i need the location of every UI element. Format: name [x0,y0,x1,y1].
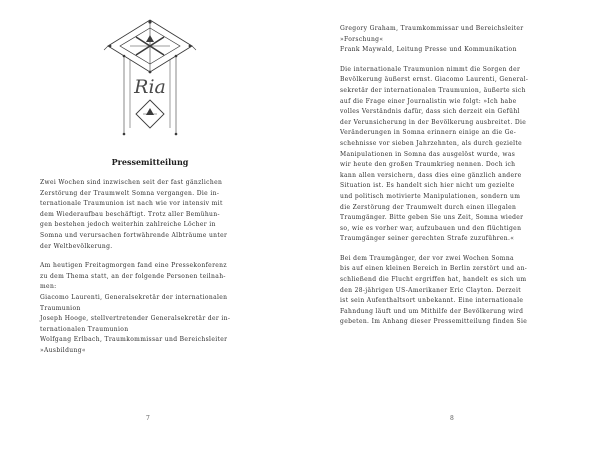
left-body-text [40,178,268,357]
text-line: der Verunsicherung in der Bevölkerung ausbreitet. Die [340,118,527,126]
participant-entry [340,45,564,56]
text-line: so, wie es vorher war, aufzubauen und den flüchtigen [340,224,522,232]
text-line: ternationalen Traumunion [40,325,129,333]
text-line: und politisch motivierte Manipulationen, sondern um [340,192,521,200]
text-line: Frank Maywald, Leitung Presse und Kommunikation [340,46,517,54]
text-line: Joseph Hooge, stellvertretender Generalsekretär der in- [40,315,231,323]
text-line: Zerstörung der Traumwelt Somna vergangen. Die in- [40,189,220,197]
fugitive-paragraph [340,254,564,328]
participant-entry [40,314,268,335]
text-line: schließend die Flucht ergriffen hat, handelt es sich um [340,276,527,284]
text-line: zu dem Thema statt, an der folgende Personen teilnah- [40,272,226,280]
page-number: 8 [450,415,454,422]
text-line: Fahndung läuft und um Mithilfe der Bevölkerung wird [340,307,524,315]
text-line: die Zerstörung der Traumwelt durch einen illegalen [340,203,517,211]
text-line: den 28-jährigen US-Amerikaner Eric Clayton. Derzeit [340,286,521,294]
page-heading: Pressemitteilung [111,157,189,167]
text-line: Veränderungen in Somna erinnern einige an die Ge- [340,129,517,137]
text-line: Manipulationen in Somna das ausgelöst wurde, was [340,150,516,158]
text-line: ternationale Traumunion ist nach wie vor intensiv mit [40,200,223,208]
text-line: »Forschung« [340,35,384,43]
participant-entry [40,335,268,356]
text-line: Bei dem Traumgänger, der vor zwei Wochen Somna [340,254,514,262]
text-line: bis auf einen kleinen Bereich in Berlin zerstört und an- [340,265,528,273]
text-line: Gregory Graham, Traumkommissar und Bereichsleiter [340,25,524,32]
text-line: Traumunion [40,304,81,312]
text-line: gen bestehen jedoch weiterhin zahlreiche Löcher in [40,221,216,229]
text-line: »Ausbildung« [40,346,86,354]
logo-text: Ria [134,76,166,98]
right-body-text [340,24,564,328]
text-line: sekretär der internationalen Traumunion, äußerte sich [340,86,526,94]
text-line: Somna und verursachen fortwährende Albträume unter [40,231,228,239]
participant-entry [40,293,268,314]
text-line: Giacomo Laurenti, Generalsekretär der internationalen [40,293,228,301]
text-line: Am heutigen Freitagmorgen fand eine Pressekonferenz [40,262,227,270]
text-line: der Weltbevölkerung. [40,242,113,250]
text-line: Die internationale Traumunion nimmt die Sorgen der [340,65,521,73]
page-number: 7 [146,415,150,422]
statement-paragraph [340,65,564,245]
text-line: ist sein Aufenthaltsort unbekannt. Eine internationale [340,297,524,305]
text-line: gebeten. Im Anhang dieser Pressemitteilung finden Sie [340,318,528,326]
text-line: Zwei Wochen sind inzwischen seit der fast gänzlichen [40,179,223,186]
ria-logo [100,16,200,141]
text-line: schehnisse vor sieben Jahrzehnten, als durch gezielte [340,139,523,147]
text-line: Traumgänger seiner gerechten Strafe zuzuführen.« [340,235,515,243]
text-line: wir heute den großen Traumkrieg nennen. Doch ich [340,161,516,169]
text-line: Traumgänger. Bitte geben Sie uns Zeit, Somna wieder [340,214,524,222]
text-line: Wolfgang Erlbach, Traumkommissar und Bereichsleiter [40,336,228,344]
text-line: dem Wiederaufbau beschäftigt. Trotz aller Bemühun- [40,210,220,218]
right-page [300,0,600,461]
text-line: men: [40,283,57,291]
invite-paragraph [40,261,268,293]
text-line: Situation ist. Es handelt sich hier nicht um gezielte [340,182,515,190]
participant-entry [340,24,564,45]
text-line: kann allen versichern, dass dies eine gänzlich andere [340,171,522,179]
text-line: auf die Frage einer Journalistin wie folgt: »Ich habe [340,97,517,105]
text-line: volles Verständnis dafür, dass sich derzeit ein Gefühl [340,108,520,116]
intro-paragraph [40,178,268,252]
text-line: Bevölkerung äußerst ernst. Giacomo Laurenti, General- [340,76,529,84]
